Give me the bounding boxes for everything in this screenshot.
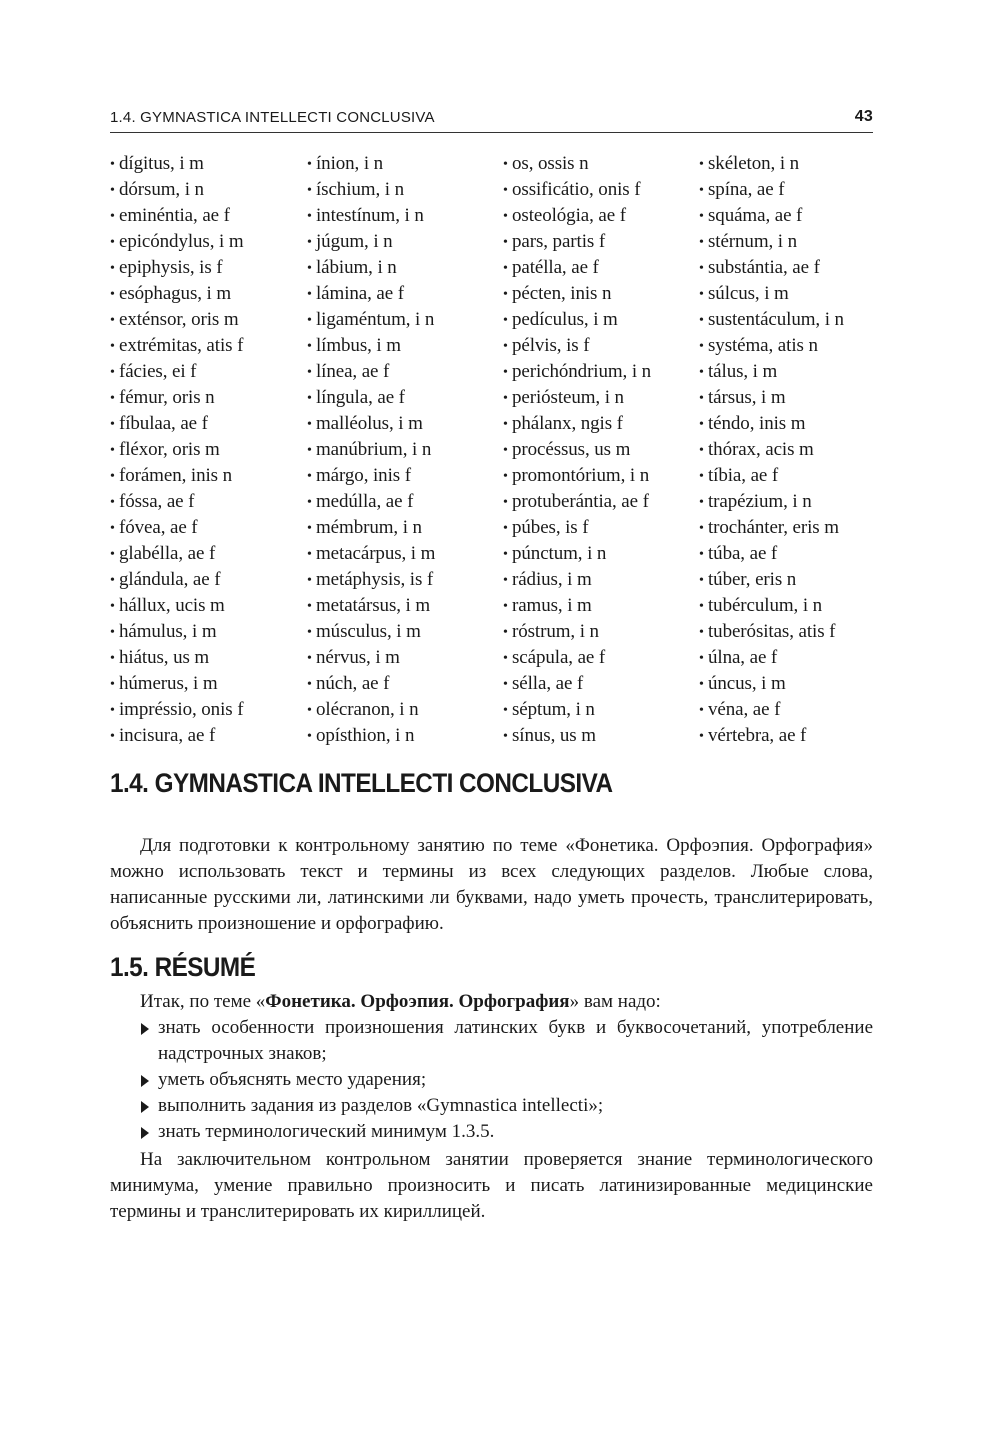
term-item: • márgo, inis f [307,463,503,489]
term-item: • epicóndylus, i m [110,229,307,255]
term-item: • procéssus, us m [503,437,699,463]
term-column [110,151,307,751]
term-item: • téndo, inis m [699,411,880,437]
term-item: • malléolus, i m [307,411,503,437]
term-item: • társus, i m [699,385,880,411]
term-item: • túba, ae f [699,541,880,567]
term-item: • músculus, i m [307,619,503,645]
term-item: • promontórium, i n [503,463,699,489]
term-item: • fóssa, ae f [110,489,307,515]
triangle-bullet-icon [141,1127,149,1139]
term-item: • intestínum, i n [307,203,503,229]
term-item: • epiphysis, is f [110,255,307,281]
term-item: • túber, eris n [699,567,880,593]
term-item: • mémbrum, i n [307,515,503,541]
term-item: • ínion, i n [307,151,503,177]
term-item: • hámulus, i m [110,619,307,645]
term-item: • límbus, i m [307,333,503,359]
bullet-text: знать особенности произношения латинских букв и буквосочетаний, употребление надстрочных знаков; [158,1017,873,1064]
term-item: • periósteum, i n [503,385,699,411]
term-item: • spína, ae f [699,177,880,203]
bullet-item [140,1067,873,1093]
term-item: • róstrum, i n [503,619,699,645]
term-item: • pedículus, i m [503,307,699,333]
term-item: • skéleton, i n [699,151,880,177]
term-item: • nérvus, i m [307,645,503,671]
term-item: • metacárpus, i m [307,541,503,567]
term-item: • língula, ae f [307,385,503,411]
term-item: • osteológia, ae f [503,203,699,229]
term-item: • forámen, inis n [110,463,307,489]
term-item: • incisura, ae f [110,723,307,749]
triangle-bullet-icon [141,1101,149,1113]
term-item: • impréssio, onis f [110,697,307,723]
term-item: • íschium, i n [307,177,503,203]
intro-before: Итак, по теме « [140,991,266,1012]
term-item: • metáphysis, is f [307,567,503,593]
term-item: • fóvea, ae f [110,515,307,541]
term-item: • esóphagus, i m [110,281,307,307]
term-item: • núch, ae f [307,671,503,697]
term-item: • ossificátio, onis f [503,177,699,203]
term-item: • úncus, i m [699,671,880,697]
term-item: • sustentáculum, i n [699,307,880,333]
triangle-bullet-icon [141,1023,149,1035]
term-item: • úlna, ae f [699,645,880,671]
term-item: • línea, ae f [307,359,503,385]
term-item: • substántia, ae f [699,255,880,281]
term-item: • lámina, ae f [307,281,503,307]
term-item: • vértebra, ae f [699,723,880,749]
term-item: • trochánter, eris m [699,515,880,541]
term-item: • súlcus, i m [699,281,880,307]
gymnastica-paragraph: Для подготовки к контрольному занятию по теме «Фонетика. Орфоэпия. Орфография» можно использовать текст и термины из всех следующих разделов. Любые слова, написанные русскими ли, латинскими ли буквами, надо уметь прочесть, транслитерировать, объяснить произношение и орфографию. [110,835,873,934]
term-column [503,151,699,751]
term-item: • eminéntia, ae f [110,203,307,229]
term-item: • os, ossis n [503,151,699,177]
section-heading-gymnastica: 1.4. GYMNASTICA INTELLECTI CONCLUSIVA [110,768,613,798]
running-head-title: 1.4. GYMNASTICA INTELLECTI CONCLUSIVA [110,109,435,126]
term-item: • medúlla, ae f [307,489,503,515]
term-item: • fíbulaa, ae f [110,411,307,437]
term-item: • pars, partis f [503,229,699,255]
term-item: • metatársus, i m [307,593,503,619]
term-item: • ramus, i m [503,593,699,619]
resume-bullet-list [140,1015,873,1145]
term-item: • trapézium, i n [699,489,880,515]
term-item: • sínus, us m [503,723,699,749]
term-item: • manúbrium, i n [307,437,503,463]
term-item: • scápula, ae f [503,645,699,671]
term-item: • pécten, inis n [503,281,699,307]
term-item: • systéma, atis n [699,333,880,359]
term-item: • véna, ae f [699,697,880,723]
term-item: • perichóndrium, i n [503,359,699,385]
term-item: • thórax, acis m [699,437,880,463]
term-item: • exténsor, oris m [110,307,307,333]
term-item: • tuberósitas, atis f [699,619,880,645]
term-item: • hállux, ucis m [110,593,307,619]
term-item: • sélla, ae f [503,671,699,697]
term-item: • phálanx, ngis f [503,411,699,437]
term-item: • fléxor, oris m [110,437,307,463]
term-item: • dórsum, i n [110,177,307,203]
bullet-item [140,1119,873,1145]
term-item: • séptum, i n [503,697,699,723]
term-column [699,151,880,751]
term-item: • púbes, is f [503,515,699,541]
term-item: • tubérculum, i n [699,593,880,619]
term-item: • opísthion, i n [307,723,503,749]
term-item: • patélla, ae f [503,255,699,281]
term-column [307,151,503,751]
bullet-item [140,1093,873,1119]
term-item: • tíbia, ae f [699,463,880,489]
terminology-list [110,151,880,751]
resume-intro [140,989,873,1015]
term-item: • lábium, i n [307,255,503,281]
intro-bold-topic: Фонетика. Орфоэпия. Орфография [265,991,570,1012]
term-item: • dígitus, i m [110,151,307,177]
term-item: • júgum, i n [307,229,503,255]
triangle-bullet-icon [141,1075,149,1087]
section-heading-resume: 1.5. RÉSUMÉ [110,952,256,982]
term-item: • extrémitas, atis f [110,333,307,359]
term-item: • olécranon, i n [307,697,503,723]
term-item: • fémur, oris n [110,385,307,411]
bullet-text: выполнить задания из разделов «Gymnastica intellecti»; [158,1095,604,1116]
bullet-text: уметь объяснять место ударения; [158,1069,427,1090]
running-head [110,106,873,133]
term-item: • glándula, ae f [110,567,307,593]
resume-final-paragraph: На заключительном контрольном занятии проверяется знание терминологического минимума, умение правильно произносить и писать латинизированные медицинские термины и транслитерировать их кириллицей. [110,1149,873,1222]
term-item: • pélvis, is f [503,333,699,359]
intro-after: » вам надо: [569,991,661,1012]
term-item: • hiátus, us m [110,645,307,671]
term-item: • protuberántia, ae f [503,489,699,515]
term-item: • ligaméntum, i n [307,307,503,333]
page-number: 43 [854,108,873,125]
term-item: • stérnum, i n [699,229,880,255]
term-item: • húmerus, i m [110,671,307,697]
term-item: • glabélla, ae f [110,541,307,567]
term-item: • squáma, ae f [699,203,880,229]
term-item: • fácies, ei f [110,359,307,385]
term-item: • púnctum, i n [503,541,699,567]
bullet-item [140,1015,873,1067]
term-item: • rádius, i m [503,567,699,593]
term-item: • tálus, i m [699,359,880,385]
bullet-text: знать терминологический минимум 1.3.5. [158,1121,495,1142]
